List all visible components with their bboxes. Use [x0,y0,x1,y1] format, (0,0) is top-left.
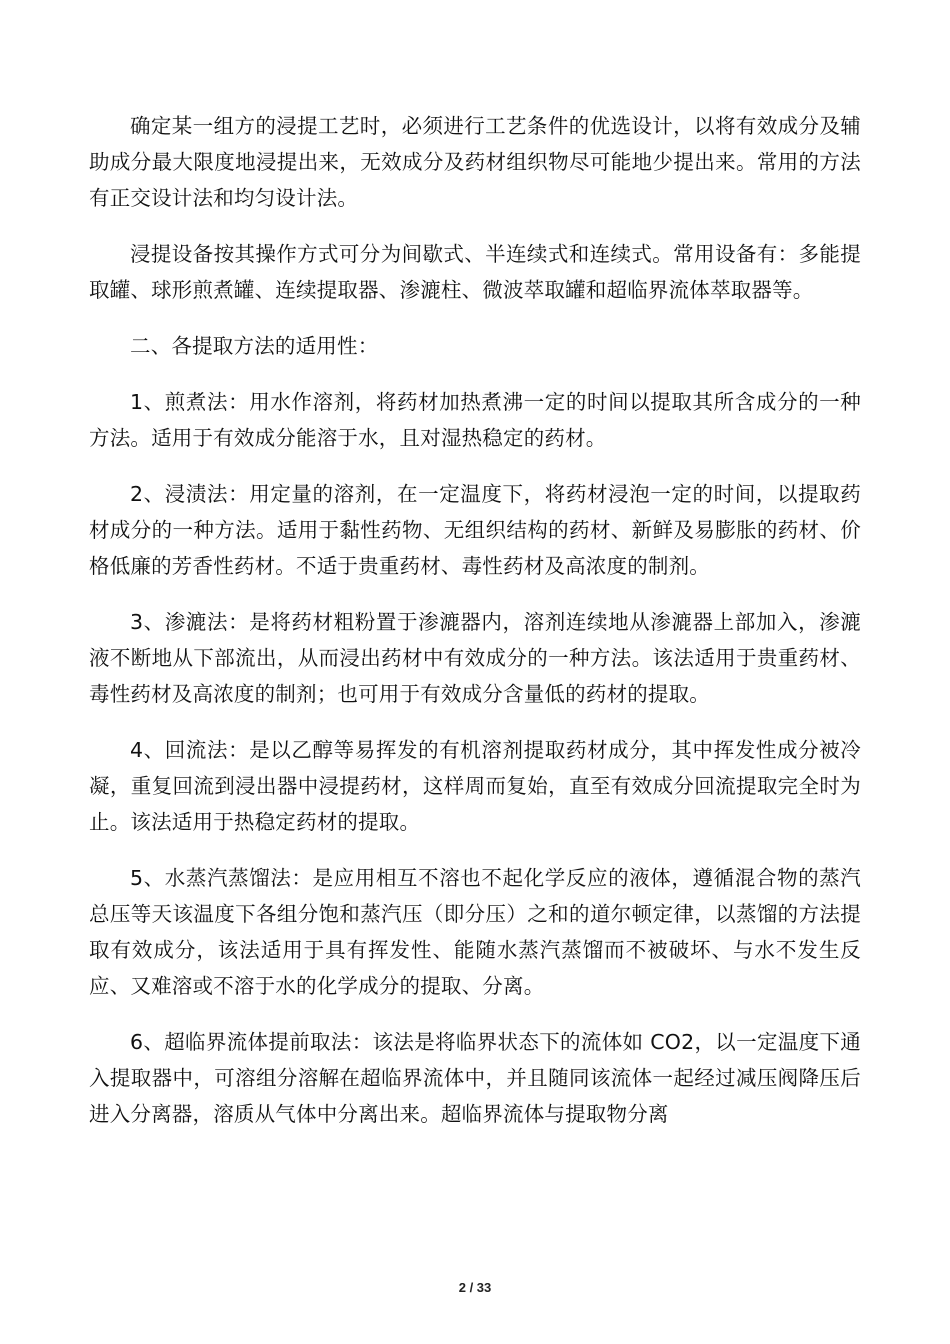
page-number: 2 / 33 [458,1280,492,1295]
paragraph-equipment: 浸提设备按其操作方式可分为间歇式、半连续式和连续式。常用设备有：多能提取罐、球形煎煮罐、连续提取器、渗漉柱、微波萃取罐和超临界流体萃取器等。 [89,242,861,302]
paragraph-decoction: 1、煎煮法：用水作溶剂，将药材加热煮沸一定的时间以提取其所含成分的一种方法。适用于有效成分能溶于水，且对湿热稳定的药材。 [89,390,861,450]
paragraph-process-design: 确定某一组方的浸提工艺时，必须进行工艺条件的优选设计，以将有效成分及辅助成分最大限度地浸提出来，无效成分及药材组织物尽可能地少提出来。常用的方法有正交设计法和均匀设计法。 [89,114,861,210]
document-body [89,108,861,1152]
paragraph-steam-distillation: 5、水蒸汽蒸馏法：是应用相互不溶也不起化学反应的液体，遵循混合物的蒸汽总压等天该温度下各组分饱和蒸汽压（即分压）之和的道尔顿定律，以蒸馏的方法提取有效成分，该法适用于具有挥发性、能随水蒸汽蒸馏而不被破坏、与水不发生反应、又难溶或不溶于水的化学成分的提取、分离。 [89,866,861,998]
section-heading: 二、各提取方法的适用性： [130,334,379,358]
paragraph-percolation: 3、渗漉法：是将药材粗粉置于渗漉器内，溶剂连续地从渗漉器上部加入，渗漉液不断地从下部流出，从而浸出药材中有效成分的一种方法。该法适用于贵重药材、毒性药材及高浓度的制剂；也可用于有效成分含量低的药材的提取。 [89,610,861,706]
paragraph-maceration: 2、浸渍法：用定量的溶剂，在一定温度下，将药材浸泡一定的时间，以提取药材成分的一种方法。适用于黏性药物、无组织结构的药材、新鲜及易膨胀的药材、价格低廉的芳香性药材。不适于贵重药材、毒性药材及高浓度的制剂。 [89,482,861,578]
paragraph-supercritical: 6、超临界流体提前取法：该法是将临界状态下的流体如 CO2，以一定温度下通入提取器中，可溶组分溶解在超临界流体中，并且随同该流体一起经过减压阀降压后进入分离器，溶质从气体中分离出来。超临界流体与提取物分离 [89,1030,861,1126]
paragraph-reflux: 4、回流法：是以乙醇等易挥发的有机溶剂提取药材成分，其中挥发性成分被冷凝，重复回流到浸出器中浸提药材，这样周而复始，直至有效成分回流提取完全时为止。该法适用于热稳定药材的提取。 [89,738,861,834]
